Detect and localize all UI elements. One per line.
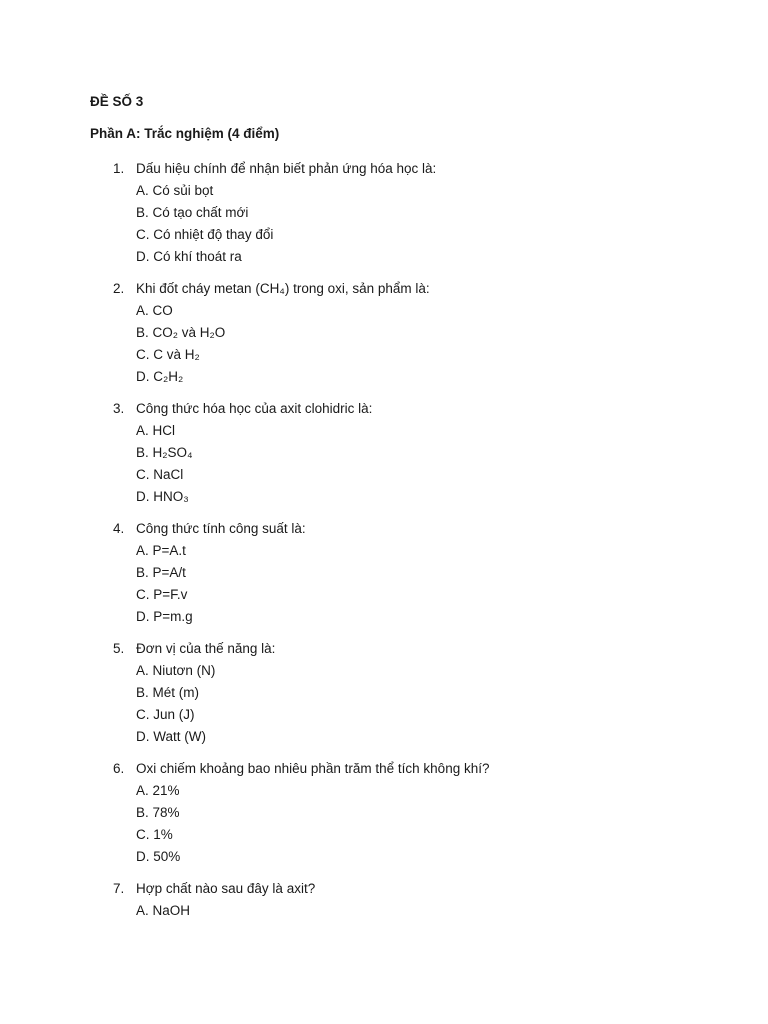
question-text: Đơn vị của thế năng là:: [136, 641, 276, 656]
document-title: ĐỀ SỐ 3: [90, 94, 144, 109]
answer-option: A. HCl: [136, 423, 176, 438]
answer-option: B. CO₂ và H₂O: [136, 325, 226, 340]
question-number: 4.: [113, 521, 125, 536]
answer-option: B. P=A/t: [136, 565, 186, 580]
question-number: 7.: [113, 881, 125, 896]
answer-option: C. NaCl: [136, 467, 184, 482]
answer-option: B. H₂SO₄: [136, 445, 193, 460]
answer-option: B. 78%: [136, 805, 180, 820]
answer-option: C. Jun (J): [136, 707, 195, 722]
answer-option: A. NaOH: [136, 903, 191, 918]
question-number: 6.: [113, 761, 125, 776]
answer-option: A. CO: [136, 303, 173, 318]
answer-option: D. Có khí thoát ra: [136, 249, 242, 264]
question-7: [0, 878, 768, 922]
answer-option: D. P=m.g: [136, 609, 193, 624]
question-number: 1.: [113, 161, 125, 176]
question-text: Công thức tính công suất là:: [136, 521, 306, 536]
question-1: [0, 158, 768, 268]
answer-option: A. 21%: [136, 783, 180, 798]
question-list: [0, 158, 768, 932]
question-6: [0, 758, 768, 868]
question-text: Công thức hóa học của axit clohidric là:: [136, 401, 373, 416]
answer-option: C. 1%: [136, 827, 173, 842]
section-heading: Phần A: Trắc nghiệm (4 điểm): [90, 126, 280, 141]
question-5: [0, 638, 768, 748]
question-4: [0, 518, 768, 628]
answer-option: C. P=F.v: [136, 587, 188, 602]
answer-option: D. 50%: [136, 849, 181, 864]
answer-option: D. HNO₃: [136, 489, 189, 504]
answer-option: A. P=A.t: [136, 543, 186, 558]
question-number: 2.: [113, 281, 125, 296]
answer-option: A. Niutơn (N): [136, 663, 216, 678]
question-3: [0, 398, 768, 508]
answer-option: C. Có nhiệt độ thay đổi: [136, 227, 274, 242]
question-text: Dấu hiệu chính để nhận biết phản ứng hóa học là:: [136, 161, 437, 176]
question-text: Oxi chiếm khoảng bao nhiêu phần trăm thể tích không khí?: [136, 761, 490, 776]
question-text: Hợp chất nào sau đây là axit?: [136, 881, 316, 896]
answer-option: C. C và H₂: [136, 347, 200, 362]
question-text: Khi đốt cháy metan (CH₄) trong oxi, sản phẩm là:: [136, 281, 430, 296]
answer-option: B. Mét (m): [136, 685, 199, 700]
answer-option: B. Có tạo chất mới: [136, 205, 249, 220]
answer-option: D. C₂H₂: [136, 369, 184, 384]
question-number: 5.: [113, 641, 125, 656]
question-2: [0, 278, 768, 388]
question-number: 3.: [113, 401, 125, 416]
answer-option: A. Có sủi bọt: [136, 183, 214, 198]
answer-option: D. Watt (W): [136, 729, 206, 744]
